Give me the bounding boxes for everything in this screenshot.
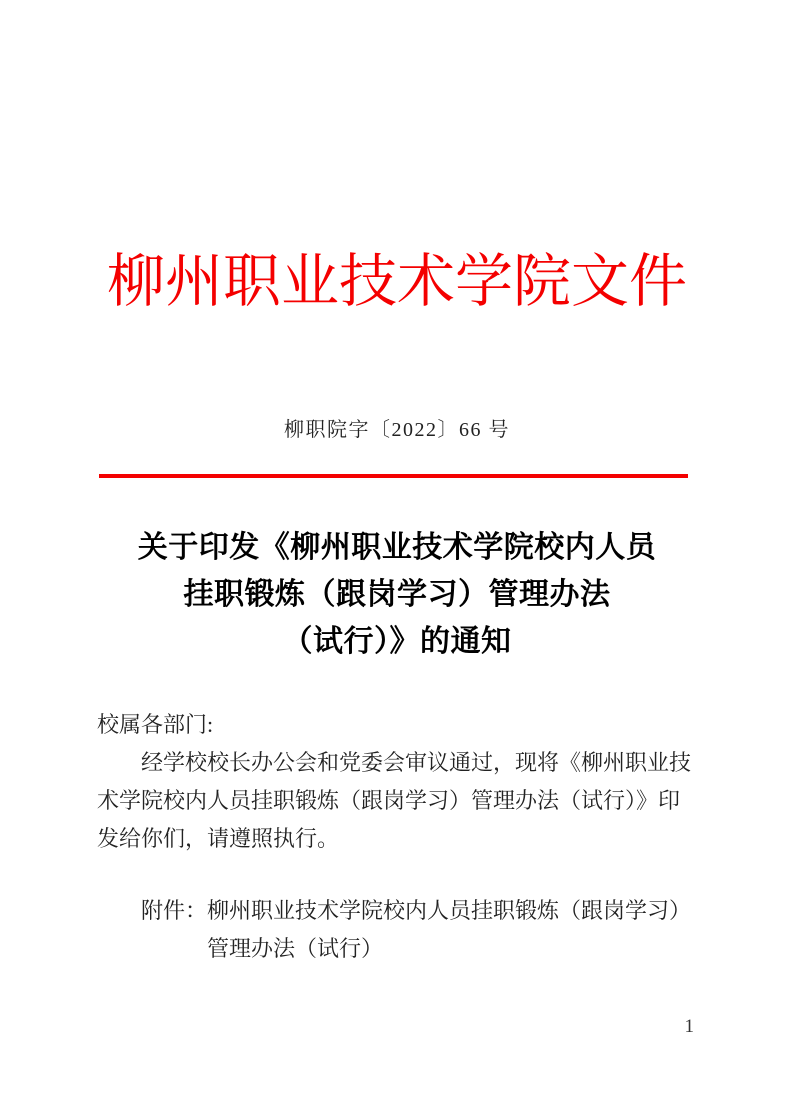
notice-title-line-1: 关于印发《柳州职业技术学院校内人员 [137, 531, 657, 564]
salutation: 校属各部门: [97, 712, 214, 737]
body-paragraph-line-3: 发给你们，请遵照执行。 [97, 826, 340, 851]
attachment-line-1 [97, 892, 712, 930]
attachment-title-part-1: 柳州职业技术学院校内人员挂职锻炼（跟岗学习） [207, 898, 692, 923]
body-paragraph-line-2: 术学院校内人员挂职锻炼（跟岗学习）管理办法（试行）》印 [97, 788, 681, 813]
notice-body [97, 706, 712, 858]
notice-title [0, 524, 794, 665]
page-number: 1 [684, 1016, 694, 1037]
body-paragraph-line-1: 经学校校长办公会和党委会审议通过，现将《柳州职业技 [141, 750, 692, 775]
attachment-section [97, 892, 712, 968]
document-number: 柳职院字〔2022〕66 号 [284, 419, 510, 441]
red-header-org-title: 柳州职业技术学院文件 [106, 249, 687, 314]
attachment-title-part-2: 管理办法（试行） [207, 936, 384, 961]
notice-title-line-2: 挂职锻炼（跟岗学习）管理办法 [183, 578, 611, 611]
notice-title-line-3: （试行）》的通知 [282, 625, 512, 658]
attachment-label: 附件： [141, 898, 208, 923]
red-divider-line [99, 474, 688, 478]
